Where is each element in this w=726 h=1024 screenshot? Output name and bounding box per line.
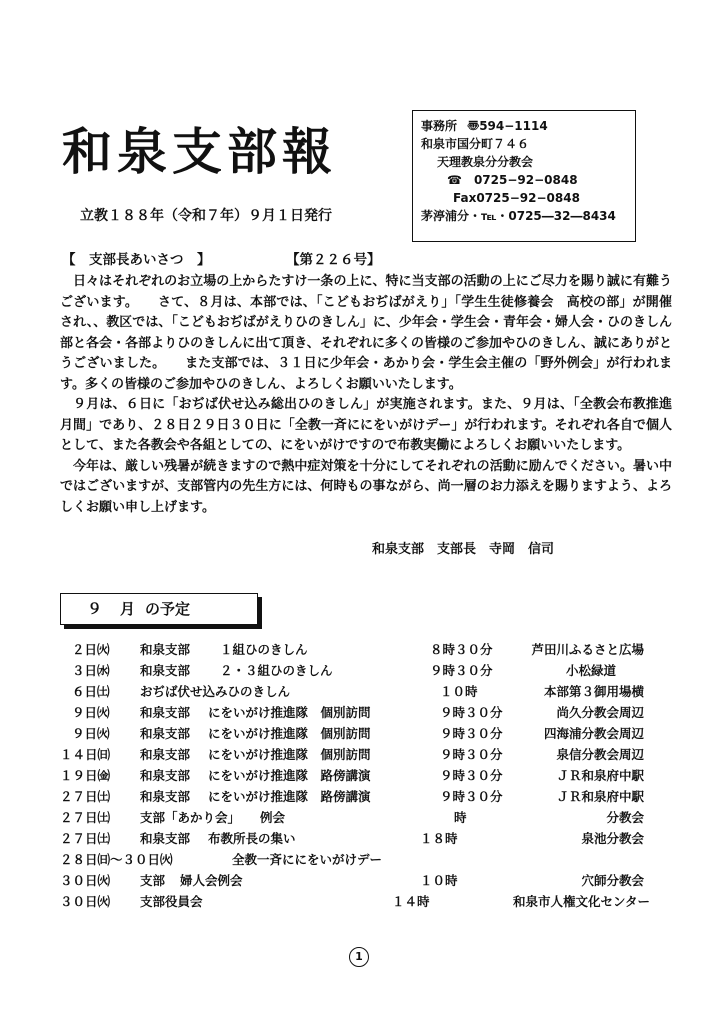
schedule-row (0, 661, 726, 681)
schedule-date: ２８日㈰～３０日㈫ (60, 852, 173, 867)
schedule-date: ６日㈯ (72, 684, 110, 699)
schedule-time: ９時３０分 (440, 705, 503, 720)
schedule-row (0, 850, 726, 870)
schedule-place: 尚久分教会周辺 (556, 705, 644, 720)
schedule-date: ２日㈫ (72, 642, 110, 657)
schedule-heading (60, 593, 258, 625)
schedule-event: 例会 (260, 810, 286, 825)
schedule-org: 和泉支部 (140, 642, 191, 657)
schedule-date: １４日㈰ (60, 747, 111, 762)
schedule-org: 和泉支部 (140, 705, 191, 720)
office-tel: ☎ 0725−92−0848 (447, 173, 578, 187)
schedule-heading-rest: の予定 (145, 600, 191, 618)
schedule-event: にをいがけ推進隊 路傍講演 (208, 768, 371, 783)
schedule-row (0, 787, 726, 807)
schedule-time: ９時３０分 (430, 663, 493, 678)
office-fax: Fax0725−92−0848 (453, 191, 580, 205)
schedule-event: 婦人会例会 (180, 873, 243, 888)
schedule-place: 和泉市人権文化センター (512, 894, 650, 909)
page-number: 1 (349, 947, 369, 967)
schedule-time: ９時３０分 (440, 747, 503, 762)
schedule-date: ３０日㈫ (60, 894, 111, 909)
schedule-row (0, 640, 726, 660)
schedule-date: ９日㈫ (72, 726, 110, 741)
office-info-box (412, 110, 636, 242)
schedule-org: 和泉支部 (140, 747, 191, 762)
schedule-time: １０時 (420, 873, 458, 888)
greeting-body (60, 272, 672, 518)
schedule-date: ３０日㈫ (60, 873, 111, 888)
schedule-event: にをいがけ推進隊 個別訪問 (208, 747, 371, 762)
schedule-time: １８時 (420, 831, 458, 846)
schedule-place: 本部第３御用場横 (543, 684, 644, 699)
office-postal-line (421, 117, 627, 135)
schedule-event: １組ひのきしん (220, 642, 308, 657)
schedule-event: 全教一斉ににをいがけデー (232, 852, 383, 867)
schedule-org: 和泉支部 (140, 789, 191, 804)
schedule-row (0, 766, 726, 786)
schedule-row (0, 871, 726, 891)
schedule-org: 支部 (140, 873, 166, 888)
office-label: 事務所 (421, 119, 458, 133)
schedule-date: ３日㈬ (72, 663, 110, 678)
greeting-paragraph-1: 日々はそれぞれのお立場の上からたすけ一条の上に、特に当支部の活動の上にご尽力を賜り誠に有難うございます。 さて、８月は、本部では、「こどもおぢばがえり」「学生生徒修養会 高校の部」が開催され、、教区では、「こどもおぢばがえりひのきしん」に、少年会・学生会・青年会・婦人会・ひのきしん部と各会・各部よりひのきしんに出て頂き、それぞれに多くの皆様のご参加やひのきしん、誠にありがとうございました。 また支部では、３１日に少年会・あかり会・学生会主催の「野外例会」が行われます。多くの皆様のご参加やひのきしん、よろしくお願いいたします。 (60, 274, 672, 392)
schedule-place: 四海浦分教会周辺 (543, 726, 644, 741)
schedule-row (0, 703, 726, 723)
schedule-date: ２７日㈯ (60, 810, 111, 825)
newsletter-title: 和泉支部報 (62, 122, 337, 181)
schedule-row (0, 808, 726, 828)
greeting-heading: 【 支部長あいさつ 】 (62, 252, 211, 268)
schedule-date: ９日㈫ (72, 705, 110, 720)
schedule-time: 時 (454, 810, 467, 825)
office-contact2: 茅渟浦分・℡・0725―32―8434 (421, 209, 616, 223)
schedule-event: ２・３組ひのきしん (220, 663, 333, 678)
schedule-event: 布教所長の集い (208, 831, 296, 846)
schedule-event: にをいがけ推進隊 路傍講演 (208, 789, 371, 804)
schedule-heading-number: ９ (87, 600, 103, 618)
schedule-time: ９時３０分 (440, 726, 503, 741)
greeting-paragraph-2: ９月は、６日に「おぢば伏せ込み総出ひのきしん」が実施されます。また、９月は、「全教会布教推進月間」であり、２８日２９日３０日に「全教一斉ににをいがけデー」が行われます。それぞれ各自で個人として、また各教会や各組としての、にをいがけですので布教実働によろしくお願いいたします。 (60, 397, 672, 453)
schedule-row (0, 829, 726, 849)
office-church: 天理教泉分分教会 (437, 155, 534, 169)
schedule-org: おぢば伏せ込みひのきしん (140, 684, 291, 699)
greeting-paragraph-3: 今年は、厳しい残暑が続きますので熱中症対策を十分にしてそれぞれの活動に励んでください。暑い中ではございますが、支部管内の先生方には、何時もの事ながら、尚一層のお力添えを賜りますよう、よろしくお願い申し上げます。 (60, 458, 672, 515)
schedule-event: にをいがけ推進隊 個別訪問 (208, 705, 371, 720)
schedule-time: ９時３０分 (440, 768, 503, 783)
schedule-time: １４時 (392, 894, 430, 909)
schedule-row (0, 682, 726, 702)
schedule-org: 和泉支部 (140, 831, 191, 846)
schedule-row (0, 745, 726, 765)
greeting-signature: 和泉支部 支部長 寺岡 信司 (372, 542, 555, 557)
schedule-place: 泉信分教会周辺 (556, 747, 644, 762)
schedule-time: １０時 (440, 684, 478, 699)
schedule-org: 和泉支部 (140, 726, 191, 741)
schedule-row (0, 892, 726, 912)
schedule-date: ２７日㈯ (60, 789, 111, 804)
office-address: 和泉市国分町７４６ (421, 137, 530, 151)
issue-number: 【第２２６号】 (286, 252, 381, 268)
schedule-place: 分教会 (606, 810, 644, 825)
schedule-date: １９日㈮ (60, 768, 111, 783)
schedule-org: 和泉支部 (140, 768, 191, 783)
schedule-time: ９時３０分 (440, 789, 503, 804)
schedule-place: 芦田川ふるさと広場 (531, 642, 644, 657)
schedule-row (0, 724, 726, 744)
schedule-date: ２７日㈯ (60, 831, 111, 846)
issue-date: 立教１８８年（令和７年）９月１日発行 (80, 208, 332, 224)
schedule-event: にをいがけ推進隊 個別訪問 (208, 726, 371, 741)
schedule-place: ＪＲ和泉府中駅 (556, 768, 644, 783)
schedule-heading-month: 月 (120, 600, 136, 618)
schedule-time: ８時３０分 (430, 642, 493, 657)
schedule-place: 穴師分教会 (581, 873, 644, 888)
schedule-place: ＪＲ和泉府中駅 (556, 789, 644, 804)
schedule-place: 泉池分教会 (581, 831, 644, 846)
schedule-org: 支部「あかり会」 (140, 810, 241, 825)
schedule-org: 和泉支部 (140, 663, 191, 678)
schedule-place: 小松緑道 (565, 663, 616, 678)
schedule-org: 支部役員会 (140, 894, 203, 909)
office-postal: 〠594−1114 (467, 119, 548, 133)
